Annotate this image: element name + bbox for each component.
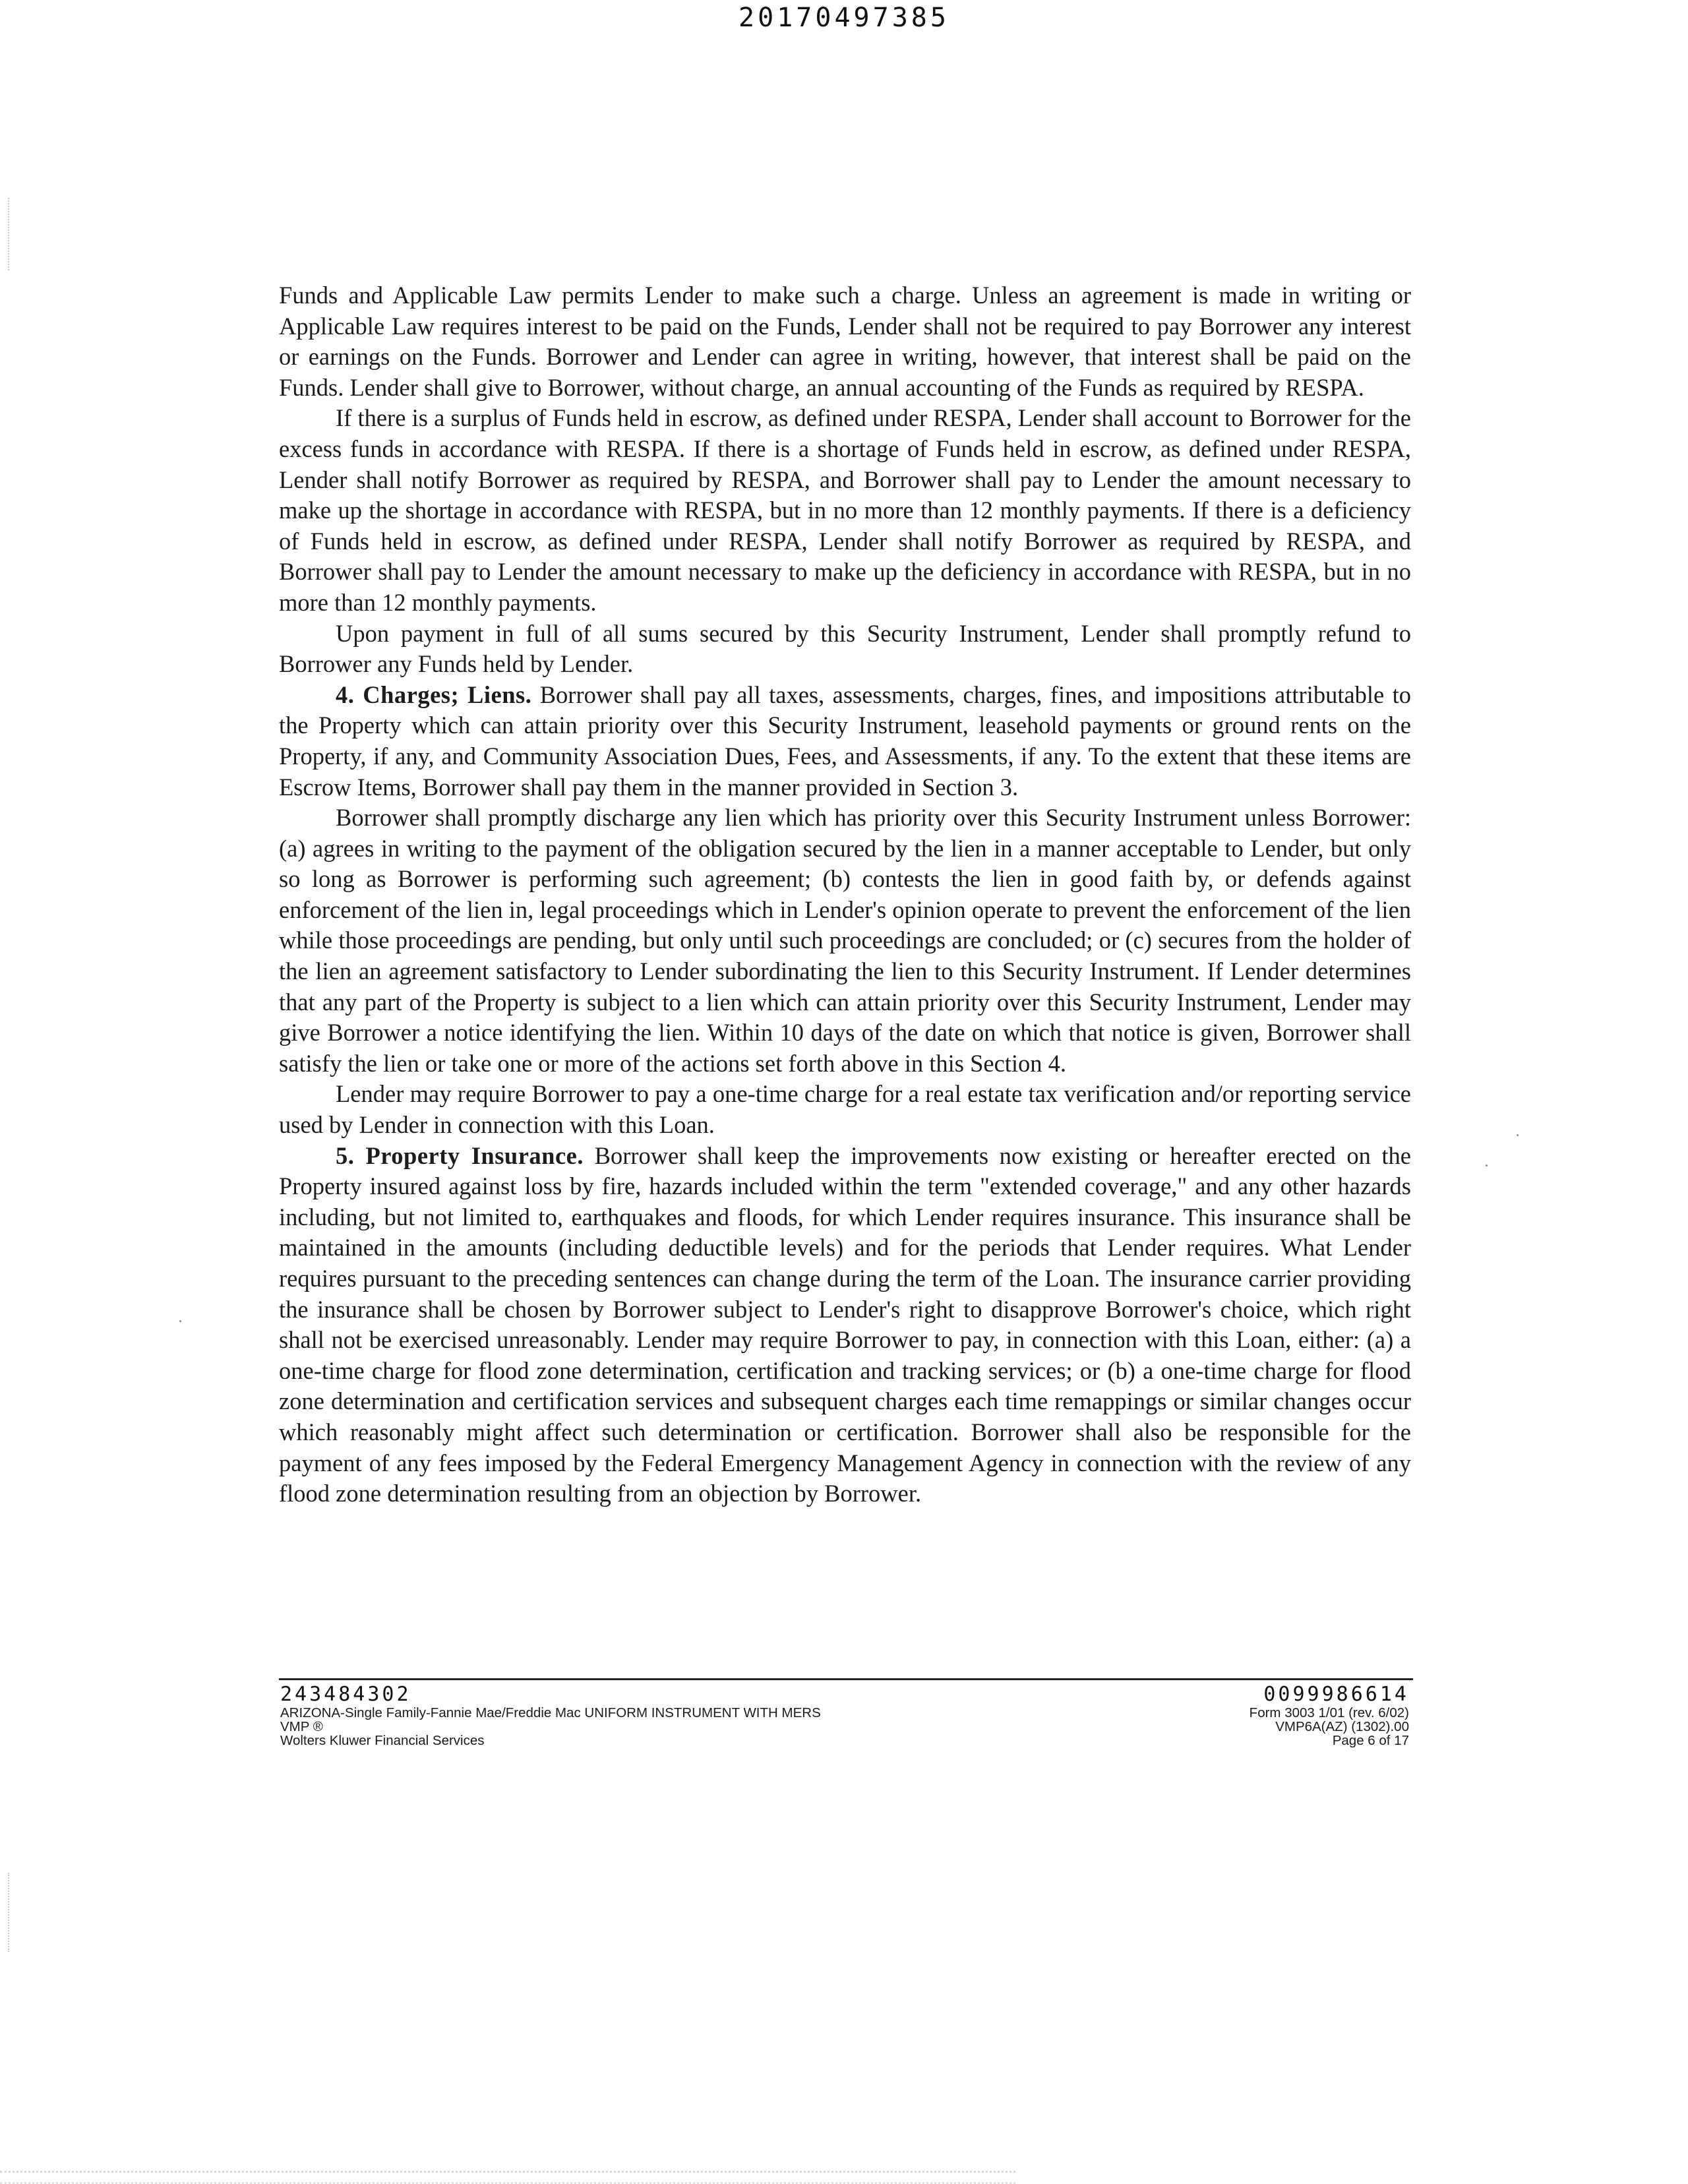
footer-left-block xyxy=(280,1684,1006,1747)
document-body xyxy=(279,280,1411,1509)
scan-bottom-edge xyxy=(0,2171,1015,2184)
section-5-property-insurance xyxy=(279,1141,1411,1509)
scan-speck xyxy=(1486,1165,1488,1167)
footer-vmp: VMP ® xyxy=(280,1719,323,1734)
section-4-charges-liens xyxy=(279,680,1411,803)
footer-left-loan-number: 243484302 xyxy=(280,1683,411,1706)
paragraph-escrow-surplus: If there is a surplus of Funds held in escrow, as defined under RESPA, Lender shall account to Borrower for the excess funds in accordance with RESPA. If there is a shortage of Funds held in escrow, as defined under RESPA, Lender shall notify Borrower as required by RESPA, and Borrower shall pay to Lender the amount necessary to make up the shortage in accordance with RESPA, but in no more than 12 monthly payments. If there is a deficiency of Funds held in escrow, as defined under RESPA, Lender shall notify Borrower as required by RESPA, and Borrower shall pay to Lender the amount necessary to make up the deficiency in accordance with RESPA, but in no more than 12 monthly payments. xyxy=(279,404,1411,616)
section-4-heading: 4. Charges; Liens. xyxy=(336,681,532,708)
footer-publisher: Wolters Kluwer Financial Services xyxy=(280,1733,485,1748)
paragraph-funds-interest: Funds and Applicable Law permits Lender to make such a charge. Unless an agreement is made in writing or Applicable Law requires interest to be paid on the Funds, Lender shall not be required to pay Borrower any interest or earnings on the Funds. Borrower and Lender can agree in writing, however, that interest shall be paid on the Funds. Lender shall give to Borrower, without charge, an annual accounting of the Funds as required by RESPA. xyxy=(279,282,1411,401)
footer-divider xyxy=(279,1678,1413,1680)
footer-form-number: Form 3003 1/01 (rev. 6/02) xyxy=(1249,1705,1409,1720)
recording-number: 20170497385 xyxy=(738,3,950,33)
paragraph-tax-verification: Lender may require Borrower to pay a one-time charge for a real estate tax verification and/or reporting service used by Lender in connection with this Loan. xyxy=(279,1080,1411,1139)
section-5-heading: 5. Property Insurance. xyxy=(336,1141,584,1169)
section-4-text: Borrower shall pay all taxes, assessments, charges, fines, and impositions attributable to the Property which can attain priority over this Security Instrument, leasehold payments or ground rents on the Property, if any, and Community Association Dues, Fees, and Assessments, if any. To the extent that these items are Escrow Items, Borrower shall pay them in the manner provided in Section 3. xyxy=(279,681,1412,801)
section-5-text: Borrower shall keep the improvements now existing or hereafter erected on the Property insured against loss by fire, hazards included within the term "extended coverage," and any other hazards including, but not limited to, earthquakes and floods, for which Lender requires insurance. This insurance shall be maintained in the amounts (including deductible levels) and for the periods that Lender requires. What Lender requires pursuant to the preceding sentences can change during the term of the Loan. The insurance carrier providing the insurance shall be chosen by Borrower subject to Lender's right to disapprove Borrower's choice, which right shall not be exercised unreasonably. Lender may require Borrower to pay, in connection with this Loan, either: (a) a one-time charge for flood zone determination, certification and tracking services; or (b) a one-time charge for flood zone determination and certification services and subsequent charges each time remappings or similar changes occur which reasonably might affect such determination or certification. Borrower shall also be responsible for the payment of any fees imposed by the Federal Emergency Management Agency in connection with the review of any flood zone determination resulting from an objection by Borrower. xyxy=(279,1141,1411,1507)
footer-page-number: Page 6 of 17 xyxy=(1332,1733,1409,1748)
scan-artifact xyxy=(8,1873,11,1952)
paragraph-refund: Upon payment in full of all sums secured by this Security Instrument, Lender shall promptly refund to Borrower any Funds held by Lender. xyxy=(279,619,1411,678)
paragraph-discharge-lien: Borrower shall promptly discharge any lien which has priority over this Security Instrument unless Borrower: (a) agrees in writing to the payment of the obligation secured by the lien in a manner acceptable to Lender, but only so long as Borrower is performing such agreement; (b) contests the lien in good faith by, or defends against enforcement of the lien in, legal proceedings which in Lender's opinion operate to prevent the enforcement of the lien while those proceedings are pending, but only until such proceedings are concluded; or (c) secures from the holder of the lien an agreement satisfactory to Lender subordinating the lien to this Security Instrument. If Lender determines that any part of the Property is subject to a lien which can attain priority over this Security Instrument, Lender may give Borrower a notice identifying the lien. Within 10 days of the date on which that notice is given, Borrower shall satisfy the lien or take one or more of the actions set forth above in this Section 4. xyxy=(279,804,1411,1077)
scan-speck xyxy=(179,1320,181,1322)
scan-artifact xyxy=(8,198,11,270)
scan-speck xyxy=(1517,1134,1519,1136)
footer-form-code: VMP6A(AZ) (1302).00 xyxy=(1275,1719,1409,1734)
footer-form-title: ARIZONA-Single Family-Fannie Mae/Freddie Mac UNIFORM INSTRUMENT WITH MERS xyxy=(280,1705,821,1720)
footer-right-loan-number: 0099986614 xyxy=(1263,1683,1409,1706)
footer-right-block xyxy=(1013,1684,1409,1747)
